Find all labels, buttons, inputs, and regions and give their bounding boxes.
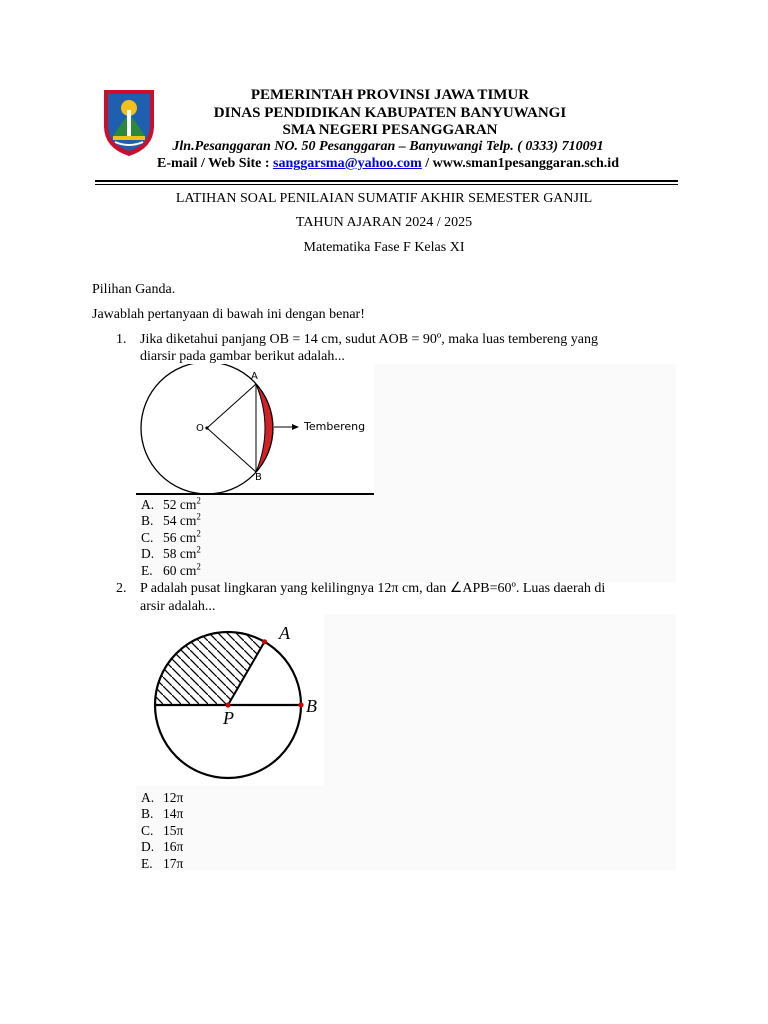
- instruction: Jawablah pertanyaan di bawah ini dengan benar!: [92, 307, 365, 322]
- q2-option-e[interactable]: E. 17π: [141, 856, 184, 871]
- header-address: Jln.Pesanggaran NO. 50 Pesanggaran – Banyuwangi Telp. ( 0333) 710091: [172, 139, 604, 154]
- header-divider: [95, 180, 678, 182]
- q1-option-e[interactable]: E. 60 $cm^2$: [141, 561, 201, 578]
- header-line-2: DINAS PENDIDIKAN KABUPATEN BANYUWANGI: [213, 105, 567, 121]
- question-1-text-2: diarsir pada gambar berikut adalah...: [140, 349, 345, 364]
- title-line-2: TAHUN AJARAN 2024 / 2025: [295, 215, 473, 230]
- label-a: A: [251, 371, 258, 382]
- website-text: / www.sman1pesanggaran.sch.id: [421, 156, 619, 171]
- question-2-text: P adalah pusat lingkaran yang kelilingnya 12π cm, dan ∠APB=60º. Luas daerah di: [140, 581, 606, 596]
- section-label: Pilihan Ganda.: [92, 282, 176, 297]
- q2-option-b[interactable]: B. 14π: [141, 806, 184, 821]
- q2-option-a[interactable]: A. 12π: [141, 790, 184, 805]
- question-1-text: Jika diketahui panjang OB = 14 cm, sudut AOB = 90º, maka luas tembereng yang: [140, 332, 598, 347]
- header-divider-thin: [95, 184, 678, 185]
- label-p: P: [223, 708, 234, 728]
- email-label: E-mail / Web Site :: [157, 156, 274, 171]
- label-b: B: [306, 696, 317, 716]
- label-tembereng: Tembereng: [304, 420, 366, 433]
- label-b: B: [255, 472, 262, 483]
- q1-option-c[interactable]: C. 56 $cm^2$: [141, 528, 201, 545]
- title-line-1: LATIHAN SOAL PENILAIAN SUMATIF AKHIR SEMESTER GANJIL: [175, 191, 593, 206]
- header-line-3: SMA NEGERI PESANGGARAN: [282, 122, 498, 138]
- question-2-figure: [136, 614, 676, 870]
- question-2-text-2: arsir adalah...: [140, 599, 216, 614]
- header-contact: [108, 155, 668, 173]
- q2-option-d[interactable]: D. 16π: [141, 839, 184, 854]
- header-line-1: PEMERINTAH PROVINSI JAWA TIMUR: [250, 87, 530, 103]
- email-link[interactable]: sanggarsma@yahoo.com: [273, 156, 422, 171]
- q2-option-c[interactable]: C. 15π: [141, 823, 184, 838]
- q1-option-d[interactable]: D. 58 $cm^2$: [141, 544, 201, 561]
- label-a: A: [279, 623, 290, 643]
- q1-option-a[interactable]: A. 52 $cm^2$: [141, 495, 201, 512]
- q1-option-b[interactable]: B. 54 $cm^2$: [141, 511, 201, 528]
- question-2-number: 2.: [116, 581, 127, 596]
- title-line-3: Matematika Fase F Kelas XI: [303, 240, 465, 255]
- label-o: O: [196, 423, 204, 434]
- question-1-figure: [136, 364, 676, 582]
- question-1-number: 1.: [116, 332, 127, 347]
